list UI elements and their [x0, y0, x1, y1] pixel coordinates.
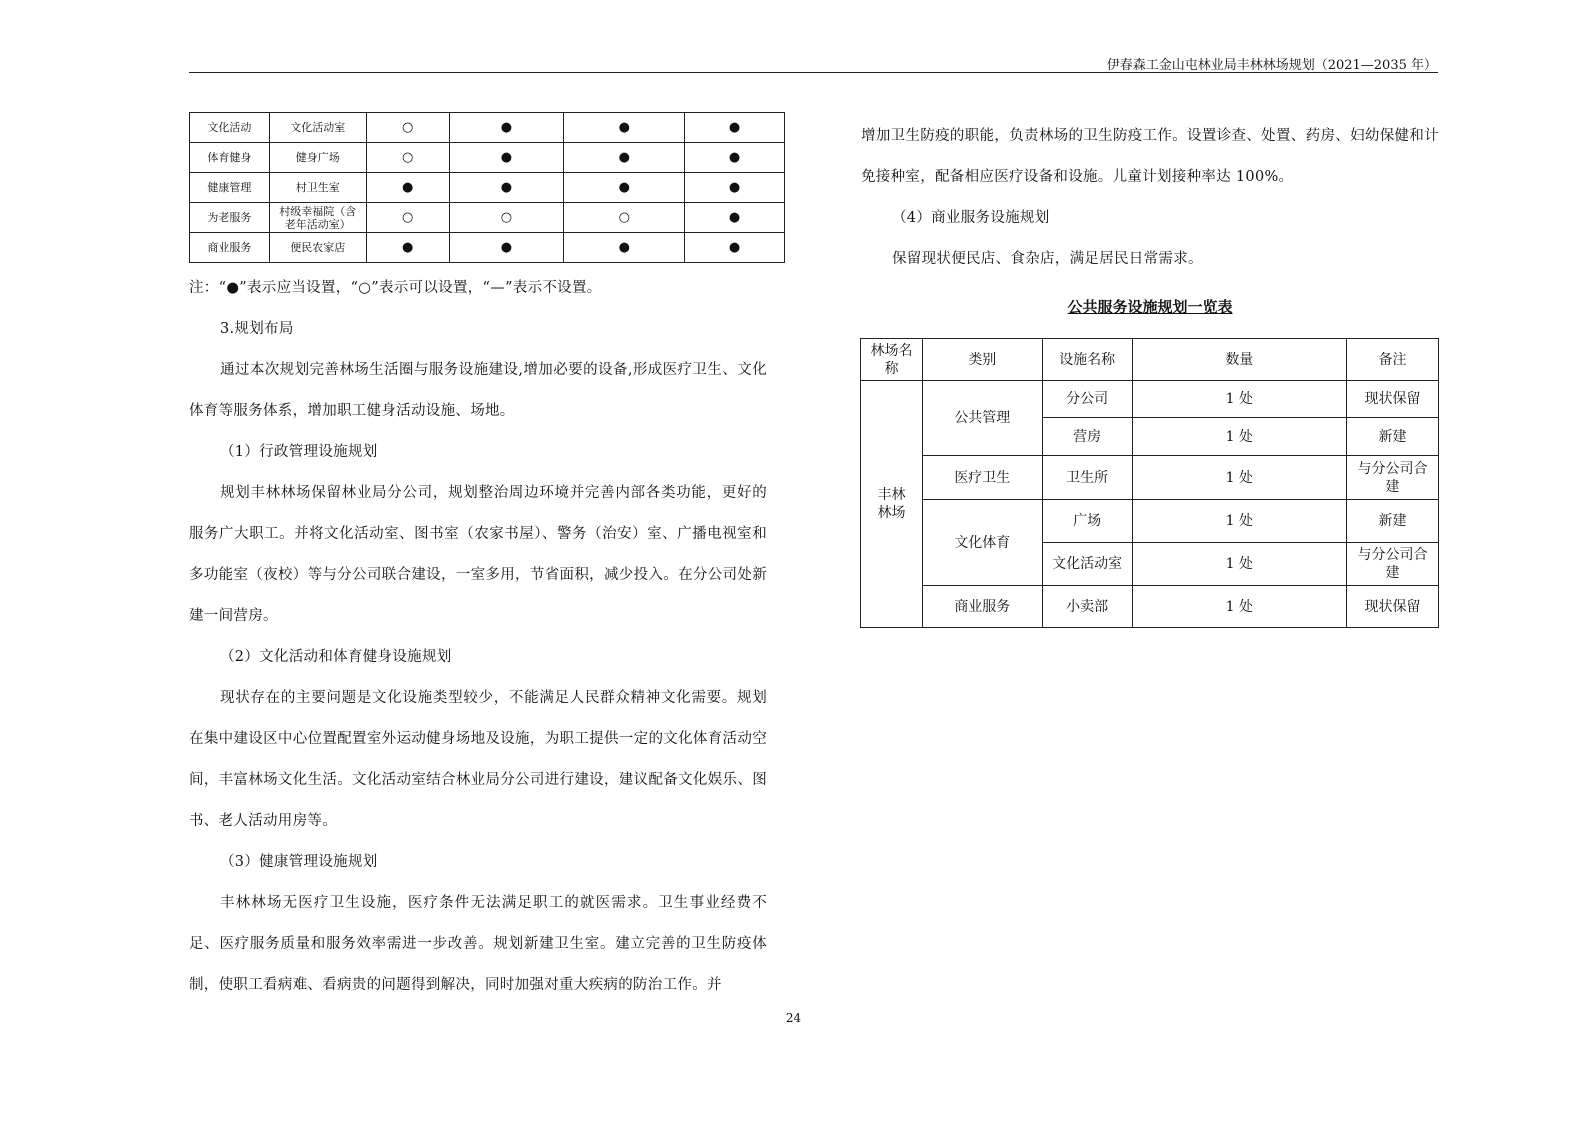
section-title: （2）文化活动和体育健身设施规划 [220, 649, 452, 665]
mark-cell: ● [366, 173, 449, 203]
mark-cell: ● [564, 143, 685, 173]
table-row [861, 586, 1439, 628]
paragraph: 规划丰林林场保留林业局分公司，规划整治周边环境并完善内部各类功能，更好的服务广大职工。并将文化活动室、图书室（农家书屋）、警务（治安）室、广播电视室和多功能室（夜校）等与分公司联合建设，一室多用，节省面积，减少投入。在分公司处新建一间营房。 [189, 485, 767, 624]
header-remark: 备注 [1347, 339, 1439, 381]
facility-name-cell: 小卖部 [1042, 586, 1132, 628]
row-facility: 文化活动室 [269, 113, 366, 143]
header-facility-name: 设施名称 [1042, 339, 1132, 381]
facility-name-cell: 卫生所 [1042, 456, 1132, 500]
count-cell: 1 处 [1132, 586, 1347, 628]
section-title: （1）行政管理设施规划 [220, 444, 378, 460]
row-category: 体育健身 [190, 143, 270, 173]
forest-farm-cell: 丰林林场 [861, 381, 923, 628]
header-rule [189, 72, 1438, 73]
category-cell: 公共管理 [922, 381, 1042, 456]
mark-cell: ● [449, 173, 564, 203]
mark-cell: ● [685, 173, 785, 203]
paragraph: 现状存在的主要问题是文化设施类型较少，不能满足人民群众精神文化需要。规划在集中建设区中心位置配置室外运动健身场地及设施，为职工提供一定的文化体育活动空间，丰富林场文化生活。文化活动室结合林业局分公司进行建设，建议配备文化娱乐、图书、老人活动用房等。 [189, 690, 767, 829]
mark-cell: ● [449, 143, 564, 173]
paragraph: 增加卫生防疫的职能，负责林场的卫生防疫工作。设置诊查、处置、药房、妇幼保健和计免接种室，配备相应医疗设备和设施。儿童计划接种率达 100%。 [861, 128, 1439, 185]
row-facility: 便民农家店 [269, 233, 366, 263]
remark-cell: 现状保留 [1347, 586, 1439, 628]
mark-cell: ● [449, 233, 564, 263]
page-number: 24 [785, 1011, 802, 1025]
facility-name-cell: 文化活动室 [1042, 543, 1132, 586]
facility-name-cell: 分公司 [1042, 381, 1132, 418]
table-row [190, 173, 785, 203]
remark-cell: 与分公司合建 [1347, 456, 1439, 500]
section-title: （4）商业服务设施规划 [892, 210, 1050, 226]
table-row [190, 143, 785, 173]
right-column [861, 116, 1439, 280]
table-title: 公共服务设施规划一览表 [1067, 298, 1233, 316]
table-row [861, 456, 1439, 500]
header-category: 类别 [922, 339, 1042, 381]
mark-cell: ● [685, 113, 785, 143]
table-row [190, 233, 785, 263]
running-header: 伊春森工金山屯林业局丰林林场规划（2021—2035 年） [1106, 58, 1437, 73]
mark-cell: ○ [366, 203, 449, 233]
facility-name-cell: 广场 [1042, 500, 1132, 543]
mark-cell: ○ [366, 143, 449, 173]
header-count: 数量 [1132, 339, 1347, 381]
header-forest-farm: 林场名称 [861, 339, 923, 381]
remark-cell: 与分公司合建 [1347, 543, 1439, 586]
count-cell: 1 处 [1132, 456, 1347, 500]
category-cell: 文化体育 [922, 500, 1042, 586]
paragraph: 通过本次规划完善林场生活圈与服务设施建设,增加必要的设备,形成医疗卫生、文化体育等服务体系，增加职工健身活动设施、场地。 [189, 362, 767, 419]
left-column [189, 268, 767, 1006]
facility-level-table [189, 112, 785, 263]
mark-cell: ● [564, 233, 685, 263]
mark-cell: ● [685, 203, 785, 233]
row-category: 健康管理 [190, 173, 270, 203]
table-row [190, 113, 785, 143]
table-row [190, 203, 785, 233]
paragraph: 丰林林场无医疗卫生设施，医疗条件无法满足职工的就医需求。卫生事业经费不足、医疗服务质量和服务效率需进一步改善。规划新建卫生室。建立完善的卫生防疫体制，使职工看病难、看病贵的问题得到解决，同时加强对重大疾病的防治工作。并 [189, 895, 767, 993]
mark-cell: ○ [449, 203, 564, 233]
table-row [861, 381, 1439, 418]
category-cell: 医疗卫生 [922, 456, 1042, 500]
row-facility: 村级幸福院（含老年活动室） [269, 203, 366, 233]
row-category: 文化活动 [190, 113, 270, 143]
paragraph: 保留现状便民店、食杂店，满足居民日常需求。 [892, 251, 1203, 267]
remark-cell: 新建 [1347, 500, 1439, 543]
category-cell: 商业服务 [922, 586, 1042, 628]
mark-cell: ○ [366, 113, 449, 143]
count-cell: 1 处 [1132, 543, 1347, 586]
mark-cell: ● [685, 143, 785, 173]
remark-cell: 现状保留 [1347, 381, 1439, 418]
public-service-facility-table [860, 338, 1439, 628]
mark-cell: ● [449, 113, 564, 143]
count-cell: 1 处 [1132, 381, 1347, 418]
row-category: 商业服务 [190, 233, 270, 263]
mark-cell: ○ [564, 203, 685, 233]
table-note: 注：“●”表示应当设置，“○”表示可以设置，“—”表示不设置。 [189, 280, 602, 296]
remark-cell: 新建 [1347, 418, 1439, 456]
mark-cell: ● [564, 173, 685, 203]
row-facility: 健身广场 [269, 143, 366, 173]
mark-cell: ● [564, 113, 685, 143]
row-category: 为老服务 [190, 203, 270, 233]
table-row [861, 500, 1439, 543]
table-header-row [861, 339, 1439, 381]
section-title: （3）健康管理设施规划 [220, 854, 378, 870]
facility-name-cell: 营房 [1042, 418, 1132, 456]
section-title: 3.规划布局 [220, 321, 294, 337]
count-cell: 1 处 [1132, 500, 1347, 543]
mark-cell: ● [685, 233, 785, 263]
count-cell: 1 处 [1132, 418, 1347, 456]
row-facility: 村卫生室 [269, 173, 366, 203]
mark-cell: ● [366, 233, 449, 263]
